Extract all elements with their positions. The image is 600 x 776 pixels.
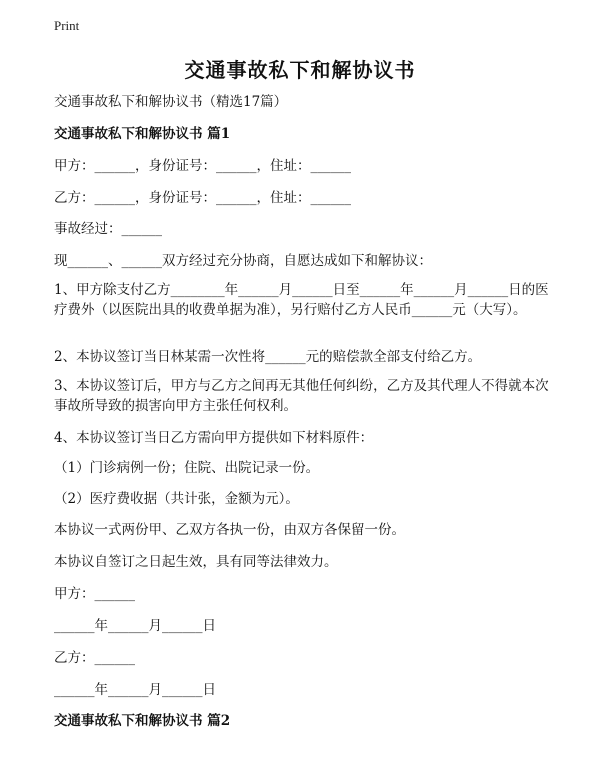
party-a-info: 甲方：______，身份证号：______，住址：______ (54, 158, 351, 174)
signature-party-b: 乙方：______ (54, 650, 135, 666)
clause-4-item-1: （1）门诊病例一份；住院、出院记录一份。 (54, 460, 320, 476)
accident-description: 事故经过：______ (54, 221, 162, 237)
clause-1: 1、甲方除支付乙方________年______月______日至______年______月______日的医疗费外（以医院出具的收费单据为准），另行赔付乙方人民币______元（大写）。 (54, 282, 549, 318)
agreement-intro: 现______、______双方经过充分协商，自愿达成如下和解协议： (54, 253, 432, 269)
copies-statement: 本协议一式两份甲、乙双方各执一份，由双方各保留一份。 (54, 522, 405, 538)
print-link[interactable]: Print (54, 18, 80, 33)
clause-3: 3、本协议签订后，甲方与乙方之间再无其他任何纠纷，乙方及其代理人不得就本次事故所导致的损害向甲方主张任何权利。 (54, 378, 549, 414)
section-2-heading: 交通事故私下和解协议书 篇2 (54, 713, 231, 729)
clause-4-item-2: （2）医疗费收据（共计张，金额为元）。 (54, 491, 299, 507)
effective-statement: 本协议自签订之日起生效，具有同等法律效力。 (54, 554, 338, 570)
document-title: 交通事故私下和解协议书 (184, 58, 416, 82)
clause-2: 2、本协议签订当日林某需一次性将______元的赔偿款全部支付给乙方。 (54, 349, 482, 365)
party-b-info: 乙方：______，身份证号：______，住址：______ (54, 190, 351, 206)
date-party-b: ______年______月______日 (54, 682, 216, 698)
date-party-a: ______年______月______日 (54, 618, 216, 634)
subtitle: 交通事故私下和解协议书（精选17篇） (54, 94, 288, 110)
clause-4: 4、本协议签订当日乙方需向甲方提供如下材料原件： (54, 430, 374, 446)
section-1-heading: 交通事故私下和解协议书 篇1 (54, 126, 231, 142)
signature-party-a: 甲方：______ (54, 586, 135, 602)
